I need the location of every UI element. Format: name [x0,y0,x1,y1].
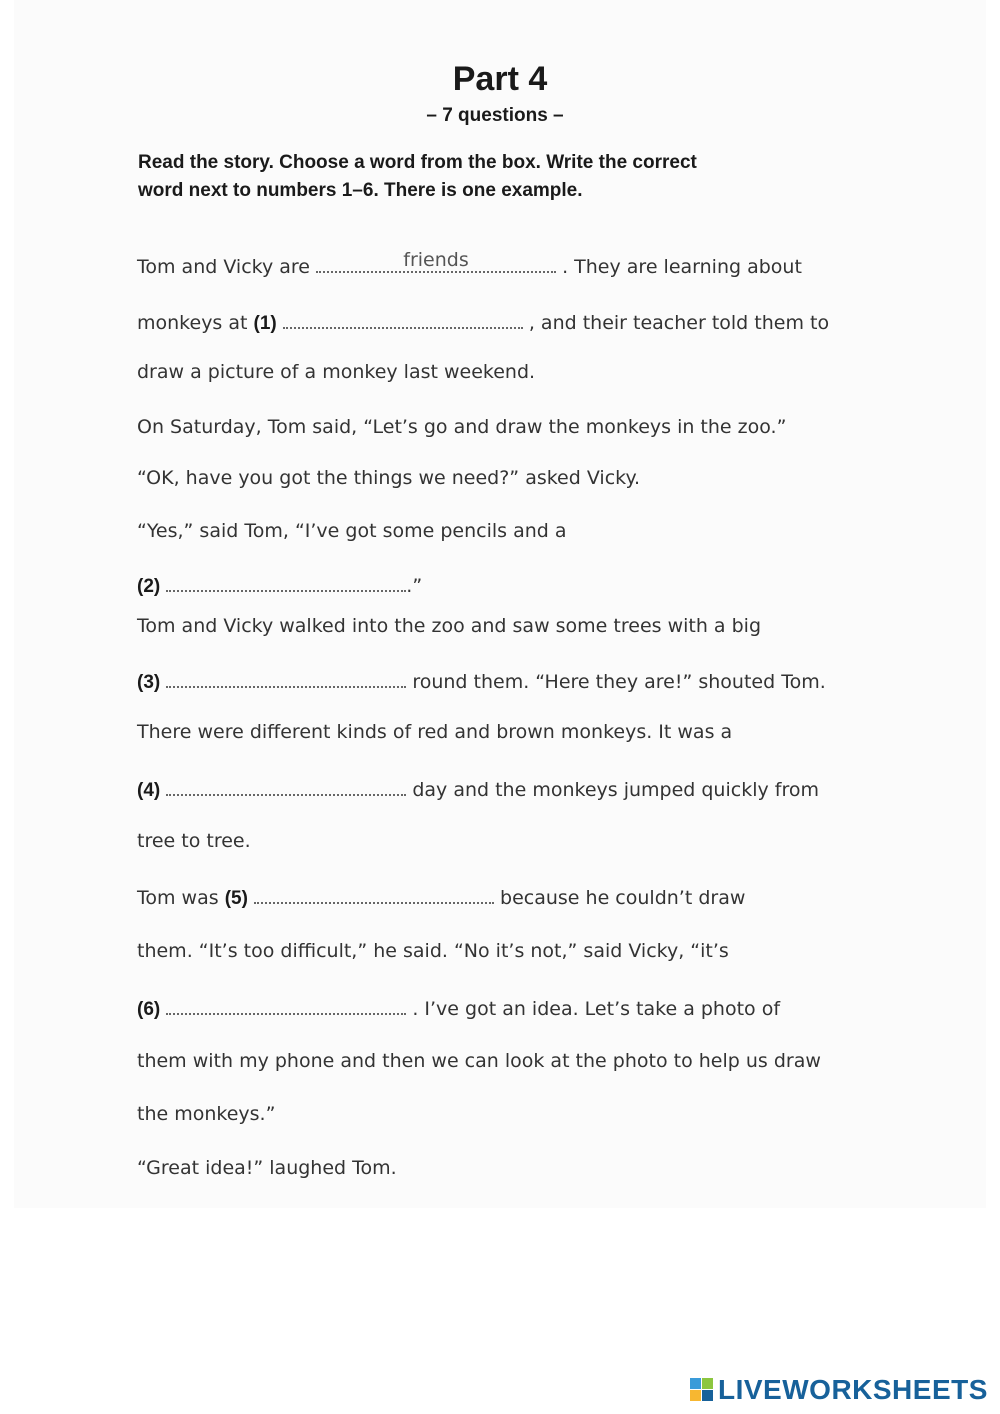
story-line-16: them with my phone and then we can look at the photo to help us draw [137,1050,821,1072]
answer-blank-3[interactable] [166,668,406,688]
answer-blank-2[interactable] [166,572,406,592]
question-number-3: (3) [137,672,161,693]
page-subtitle: – 7 questions – [426,105,564,126]
story-line-18: “Great idea!” laughed Tom. [137,1157,397,1179]
story-line-8: Tom and Vicky walked into the zoo and saw some trees with a big [137,615,762,637]
question-number-6: (6) [137,999,161,1020]
example-answer: friends [403,249,469,271]
story-line-5: “OK, have you got the things we need?” asked Vicky. [137,467,641,489]
answer-blank-5[interactable] [254,884,494,904]
answer-blank-4[interactable] [166,776,406,796]
story-line-1: Tom and Vicky are friends . They are learning about [137,249,802,278]
page-title: Part 4 [452,60,548,98]
liveworksheets-logo [690,1375,988,1405]
example-blank [316,249,556,273]
story-line-9: (3) round them. “Here they are!” shouted Tom. [137,668,826,694]
answer-blank-6[interactable] [166,995,406,1015]
story-line-4: On Saturday, Tom said, “Let’s go and draw the monkeys in the zoo.” [137,416,787,438]
story-line-12: tree to tree. [137,830,251,852]
instruction-line-2: word next to numbers 1–6. There is one example. [138,180,583,201]
story-line-2: monkeys at (1) , and their teacher told them to [137,309,829,335]
story-line-6: “Yes,” said Tom, “I’ve got some pencils and a [137,520,567,542]
story-line-14: them. “It’s too difficult,” he said. “No it’s not,” said Vicky, “it’s [137,940,729,962]
question-number-2: (2) [137,576,161,597]
question-number-4: (4) [137,780,161,801]
story-line-7: (2) .” [137,572,422,598]
story-line-10: There were different kinds of red and brown monkeys. It was a [137,721,733,743]
story-line-11: (4) day and the monkeys jumped quickly from [137,776,819,802]
story-line-13: Tom was (5) because he couldn’t draw [137,884,745,910]
question-number-1: (1) [253,313,277,334]
story-line-15: (6) . I’ve got an idea. Let’s take a photo of [137,995,780,1021]
story-line-3: draw a picture of a monkey last weekend. [137,361,536,383]
liveworksheets-logo-icon [690,1378,714,1402]
answer-blank-1[interactable] [283,309,523,329]
liveworksheets-logo-text: LIVEWORKSHEETS [718,1374,988,1405]
question-number-5: (5) [224,888,248,909]
instruction-line-1: Read the story. Choose a word from the box. Write the correct [138,152,697,173]
story-line-17: the monkeys.” [137,1103,276,1125]
